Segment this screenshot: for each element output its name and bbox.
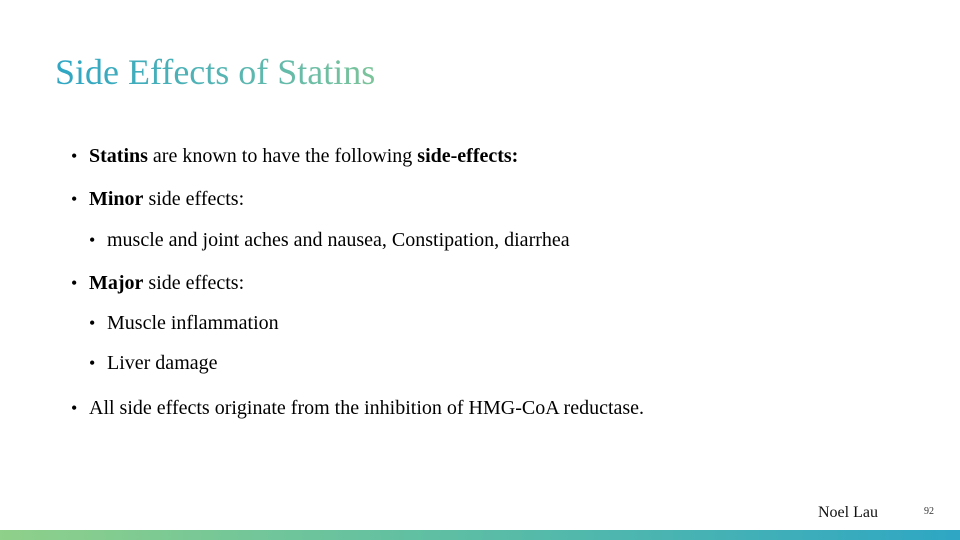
- bullet-text-part: side effects:: [143, 272, 245, 294]
- bottom-gradient-bar: [0, 530, 960, 540]
- bold-term: Minor: [89, 188, 144, 210]
- bold-term: Statins: [89, 145, 148, 167]
- bullet-dot: •: [71, 146, 78, 166]
- bold-term: side-effects:: [417, 145, 519, 167]
- bullet-dot: •: [89, 353, 96, 373]
- slide-title: Side Effects of Statins: [55, 52, 376, 92]
- bullet-text: [89, 270, 244, 296]
- page-number: 92: [924, 506, 934, 517]
- author-name: Noel Lau: [818, 504, 878, 521]
- bullet-text: All side effects originate from the inhibition of HMG-CoA reductase.: [89, 397, 645, 419]
- bullet-dot: •: [89, 313, 96, 333]
- bullet-dot: •: [71, 398, 78, 418]
- bullet-text-part: are known to have the following: [147, 145, 418, 167]
- bullet-text: Liver damage: [107, 352, 218, 374]
- bullet-text: [89, 143, 518, 169]
- bullet-text: [89, 186, 244, 212]
- bold-term: Major: [89, 272, 144, 294]
- bullet-text: Muscle inflammation: [107, 312, 279, 334]
- bullet-dot: •: [71, 189, 78, 209]
- bullet-text-part: side effects:: [143, 188, 245, 210]
- bullet-dot: •: [89, 230, 96, 250]
- bullet-text: muscle and joint aches and nausea, Constipation, diarrhea: [107, 229, 570, 251]
- bullet-dot: •: [71, 273, 78, 293]
